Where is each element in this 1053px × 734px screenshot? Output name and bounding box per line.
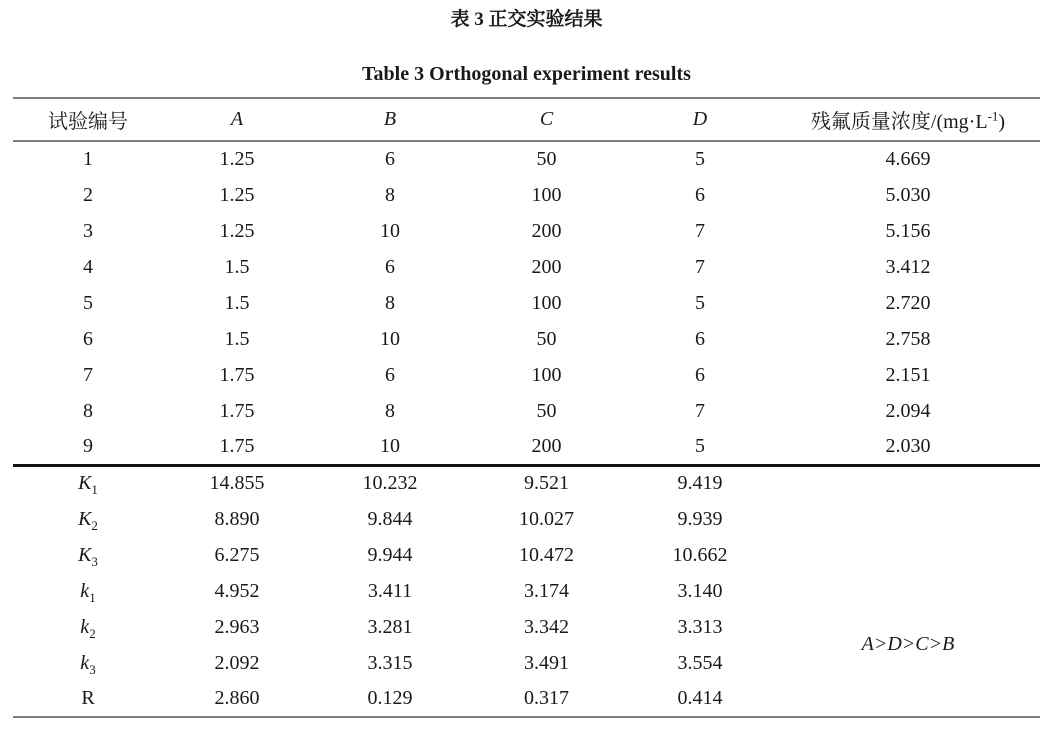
column-header-factor-b: B <box>383 108 397 130</box>
cell-a: 1.25 <box>219 219 255 242</box>
factor-order-annotation: A>D>C>B <box>861 633 955 655</box>
stat-value-d: 3.554 <box>677 651 723 674</box>
cell-concentration: 2.758 <box>885 327 931 350</box>
cell-a: 1.5 <box>224 291 250 314</box>
cell-run-no: 2 <box>83 183 93 206</box>
cell-c: 50 <box>536 327 557 350</box>
cell-c: 100 <box>531 183 562 206</box>
header-row <box>13 98 1040 141</box>
stat-value-b: 10.232 <box>362 472 418 495</box>
cell-b: 10 <box>380 434 400 457</box>
stat-label <box>13 573 163 609</box>
cell-d: 6 <box>695 363 705 386</box>
cell-d: 6 <box>695 183 705 206</box>
cell-a: 1.75 <box>219 363 255 386</box>
cell-c: 50 <box>536 148 557 170</box>
stat-value-b: 3.411 <box>367 579 413 602</box>
cell-run-no: 7 <box>83 363 93 386</box>
table-row <box>13 177 1040 213</box>
stat-value-a: 2.860 <box>214 687 260 709</box>
stat-value-c: 9.521 <box>524 472 569 495</box>
stat-label-sub: 3 <box>91 553 98 569</box>
cell-concentration: 3.412 <box>885 255 931 278</box>
cell-d: 5 <box>695 291 705 314</box>
cell-a: 1.75 <box>219 434 255 457</box>
cell-concentration: 4.669 <box>885 148 931 170</box>
cell-d: 7 <box>695 399 705 422</box>
cell-a: 1.25 <box>219 148 255 170</box>
table-row <box>13 285 1040 321</box>
stat-value-b: 3.281 <box>367 615 413 638</box>
stat-value-c: 3.342 <box>524 615 569 638</box>
cell-d: 6 <box>695 327 705 350</box>
cell-concentration: 2.094 <box>885 399 931 422</box>
table-row <box>13 357 1040 393</box>
empty-cell <box>776 465 1040 501</box>
stat-label-sub: 1 <box>91 482 98 498</box>
stat-label-base: k <box>80 651 90 674</box>
cell-c: 200 <box>531 255 562 278</box>
table-row <box>13 141 1040 177</box>
stat-value-c: 3.491 <box>524 651 569 674</box>
cell-b: 6 <box>385 148 395 170</box>
stat-label-sub: 1 <box>89 589 96 605</box>
stat-value-a: 6.275 <box>214 543 260 566</box>
table-row <box>13 429 1040 465</box>
cell-concentration: 5.030 <box>885 183 931 206</box>
stat-value-c: 3.174 <box>524 579 569 602</box>
cell-d: 7 <box>695 255 705 278</box>
stat-label-sub: 2 <box>91 517 98 533</box>
cell-a: 1.25 <box>219 183 255 206</box>
stat-label-sub: 3 <box>89 661 96 677</box>
cell-concentration: 2.151 <box>885 363 931 386</box>
cell-a: 1.75 <box>219 399 255 422</box>
stat-value-b: 9.844 <box>367 507 413 530</box>
cell-d: 5 <box>695 148 705 170</box>
column-header-factor-a: A <box>230 108 244 130</box>
cell-b: 10 <box>380 219 400 242</box>
cell-c: 100 <box>531 291 562 314</box>
stat-value-d: 0.414 <box>677 687 723 709</box>
cell-d: 5 <box>695 434 705 457</box>
unit-exponent: -1 <box>987 108 999 124</box>
stat-value-d: 3.140 <box>677 579 723 602</box>
cell-run-no: 1 <box>83 148 93 170</box>
stat-row-k1 <box>13 573 1040 609</box>
stat-value-b: 0.129 <box>367 687 413 709</box>
stat-value-b: 3.315 <box>367 651 413 674</box>
stat-value-a: 14.855 <box>209 472 265 495</box>
stat-row-K1 <box>13 465 1040 501</box>
cell-c: 50 <box>536 399 557 422</box>
stat-value-a: 2.963 <box>214 615 260 638</box>
cell-b: 10 <box>380 327 400 350</box>
stat-label <box>13 501 163 537</box>
empty-cell <box>776 537 1040 573</box>
stat-value-a: 8.890 <box>214 507 260 530</box>
column-header-factor-d: D <box>692 108 708 130</box>
cell-a: 1.5 <box>224 327 250 350</box>
stat-row-K2 <box>13 501 1040 537</box>
stat-label-base: k <box>80 579 90 602</box>
column-header-factor-c: C <box>539 108 554 130</box>
cell-b: 8 <box>385 183 395 206</box>
table-caption-chinese: 表 3 正交实验结果 <box>450 9 603 30</box>
stat-value-b: 9.944 <box>367 543 413 566</box>
cell-b: 8 <box>385 399 395 422</box>
cell-b: 6 <box>385 255 395 278</box>
cell-b: 6 <box>385 363 395 386</box>
cell-a: 1.5 <box>224 255 250 278</box>
stat-value-c: 0.317 <box>524 687 569 709</box>
stat-label-sub: 2 <box>89 625 96 641</box>
stat-value-c: 10.027 <box>519 507 574 530</box>
cell-d: 7 <box>695 219 705 242</box>
stat-value-a: 2.092 <box>214 651 260 674</box>
cell-c: 100 <box>531 363 562 386</box>
cell-run-no: 9 <box>83 434 93 457</box>
unit-suffix: ) <box>998 111 1006 133</box>
cell-run-no: 8 <box>83 399 93 422</box>
column-header-residual-fluoride <box>776 98 1040 141</box>
cell-run-no: 5 <box>83 291 93 314</box>
cell-b: 8 <box>385 291 395 314</box>
cell-run-no: 3 <box>83 219 93 242</box>
stat-label-base: R <box>81 687 95 709</box>
cell-run-no: 6 <box>83 327 93 350</box>
stat-value-d: 9.419 <box>677 472 723 495</box>
column-header-run-no: 试验编号 <box>48 111 128 133</box>
table-caption-english: Table 3 Orthogonal experiment results <box>362 63 691 85</box>
stat-label <box>13 465 163 501</box>
stat-value-d: 9.939 <box>677 507 723 530</box>
table-row <box>13 393 1040 429</box>
stat-label <box>13 609 163 645</box>
stat-row-K3 <box>13 537 1040 573</box>
stat-value-d: 10.662 <box>672 543 728 566</box>
stat-label-base: K <box>78 543 92 566</box>
empty-cell <box>776 501 1040 537</box>
stat-label-base: K <box>78 507 92 530</box>
cell-c: 200 <box>531 219 562 242</box>
unit-prefix: 残氟质量浓度/(mg·L <box>810 111 988 133</box>
orthogonal-results-table <box>13 97 1040 718</box>
cell-concentration: 5.156 <box>885 219 931 242</box>
stat-label-base: k <box>80 615 90 638</box>
cell-c: 200 <box>531 434 562 457</box>
stat-value-a: 4.952 <box>214 579 260 602</box>
table-row <box>13 249 1040 285</box>
table-row <box>13 213 1040 249</box>
stat-value-c: 10.472 <box>519 543 574 566</box>
stat-value-d: 3.313 <box>677 615 723 638</box>
cell-concentration: 2.720 <box>885 291 931 314</box>
stat-label-base: K <box>78 472 92 495</box>
cell-concentration: 2.030 <box>885 434 931 457</box>
stat-label <box>13 645 163 681</box>
stat-label <box>13 537 163 573</box>
table-row <box>13 321 1040 357</box>
cell-run-no: 4 <box>83 255 93 278</box>
stat-label <box>13 681 163 717</box>
